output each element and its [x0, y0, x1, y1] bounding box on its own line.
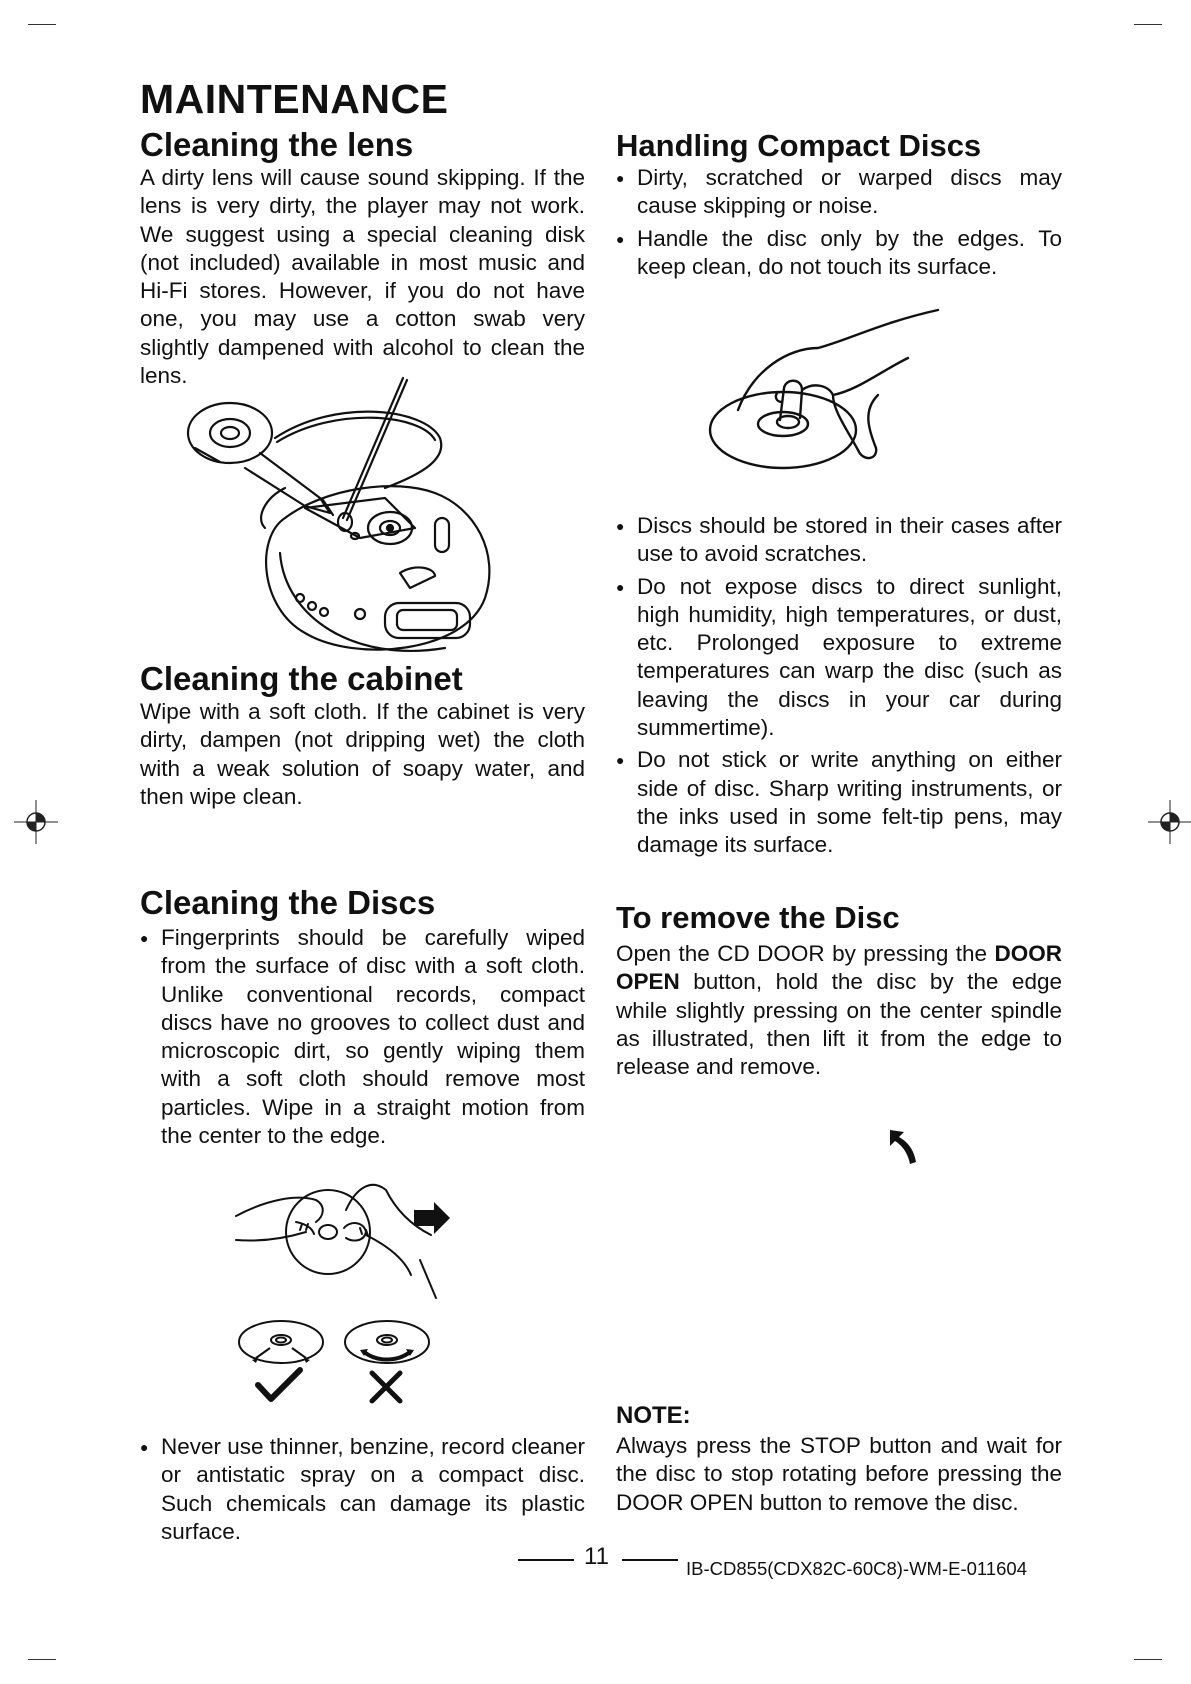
list-item: ● Dirty, scratched or warped discs may cause skipping or noise.	[616, 164, 1062, 221]
remove-disc-section	[616, 900, 1062, 1081]
registration-mark-icon	[14, 800, 58, 844]
note-section	[616, 1402, 1062, 1517]
list-item: ● Do not stick or write anything on either side of disc. Sharp writing instruments, or the inks used in some felt-tip pens, may damage its surface.	[616, 746, 1062, 859]
cleaning-cabinet-body: Wipe with a soft cloth. If the cabinet is very dirty, dampen (not dripping wet) the cloth with a weak solution of soapy water, and then wipe clean.	[140, 699, 585, 809]
document-code: IB-CD855(CDX82C-60C8)-WM-E-011604	[686, 1558, 1027, 1579]
list-item: ● Handle the disc only by the edges. To keep clean, do not touch its surface.	[616, 225, 1062, 282]
cd-player-cleaning-illustration	[185, 378, 515, 698]
list-item: ● Never use thinner, benzine, record cleaner or antistatic spray on a compact disc. Such chemicals can damage its plastic surface.	[140, 1433, 585, 1546]
page-number: 11	[584, 1543, 609, 1570]
cleaning-cabinet-heading: Cleaning the cabinet	[140, 660, 463, 697]
note-body: Always press the STOP button and wait for the disc to stop rotating before pressing the DOOR OPEN button to remove the disc.	[616, 1433, 1062, 1515]
registration-mark-icon	[1148, 800, 1191, 844]
handling-discs-heading: Handling Compact Discs	[616, 128, 982, 163]
handling-discs-section	[616, 128, 1062, 285]
cleaning-lens-heading: Cleaning the lens	[140, 126, 414, 163]
door-open-label: DOOR OPEN	[616, 941, 1062, 995]
handling-discs-more	[616, 512, 1062, 864]
cleaning-discs-heading: Cleaning the Discs	[140, 884, 436, 921]
cleaning-discs-section	[140, 884, 585, 1154]
list-item: ● Do not expose discs to direct sunlight, high humidity, high temperatures, or dust, etc. Prolonged exposure to extreme temperatures can warp the disc (such as leaving the discs in your car during summertime).	[616, 573, 1062, 743]
remove-disc-body: Open the CD DOOR by pressing the DOOR OPEN button, hold the disc by the edge while slightly pressing on the center spindle as illustrated, then lift it from the edge to release and remove.	[616, 941, 1062, 1080]
list-item: ● Discs should be stored in their cases after use to avoid scratches.	[616, 512, 1062, 569]
correct-wipe-check-icon	[236, 1320, 326, 1410]
cleaning-lens-section	[140, 126, 585, 390]
cleaning-lens-body: A dirty lens will cause sound skipping. If the lens is very dirty, the player may not work. We suggest using a special cleaning disk (not included) available in most music and Hi-Fi stores. However, if you do not have one, you may use a cotton swab very slightly dampened with alcohol to clean the lens.	[140, 165, 585, 389]
crop-mark	[1134, 24, 1162, 25]
remove-disc-heading: To remove the Disc	[616, 900, 900, 935]
list-item: ● Fingerprints should be carefully wiped from the surface of disc with a soft cloth. Unlike conventional records, compact discs have no grooves to collect dust and microscopic dirt, so gently wiping them with a soft cloth should remove most particles. Wipe in a straight motion from the center to the edge.	[140, 924, 585, 1150]
wrong-wipe-x-icon	[342, 1320, 432, 1410]
cleaning-cabinet-section	[140, 660, 585, 811]
cleaning-discs-warning	[140, 1433, 585, 1550]
footer-rule	[622, 1559, 678, 1561]
disc-wiping-illustration	[236, 1180, 458, 1275]
crop-mark	[28, 24, 56, 25]
note-heading: NOTE:	[616, 1402, 691, 1429]
disc-handling-illustration	[708, 310, 948, 470]
lift-arrow-icon	[886, 1128, 922, 1168]
footer-rule	[518, 1559, 574, 1561]
page-title: MAINTENANCE	[140, 76, 449, 122]
crop-mark	[28, 1659, 56, 1660]
crop-mark	[1134, 1659, 1162, 1660]
